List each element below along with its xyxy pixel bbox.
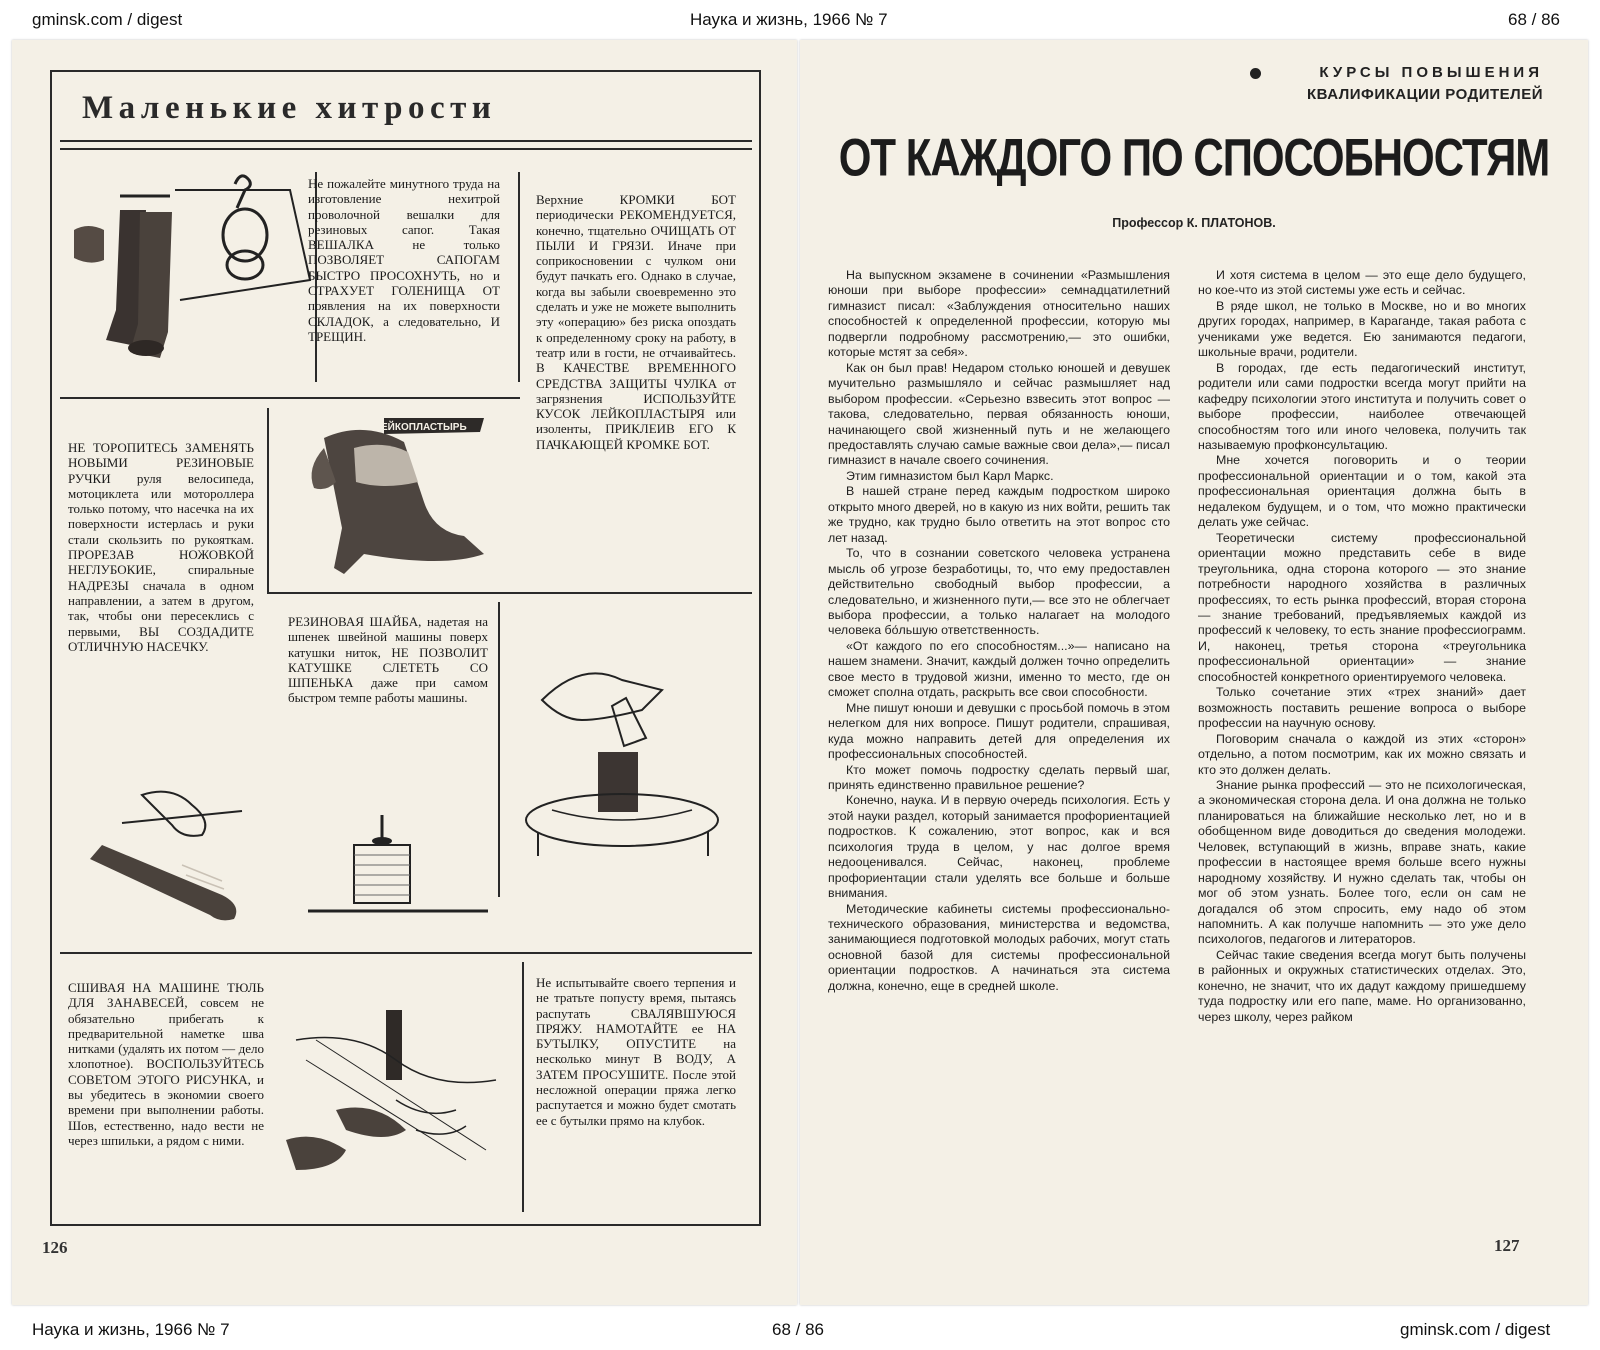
divider [267,408,269,593]
page-title: Маленькие хитрости [82,90,497,126]
divider [60,148,752,150]
yarn-bottle-illustration [512,660,742,860]
article-paragraph: Теоретически систему профессиональной ориентации можно представить себе в виде треугольника, одна сторона которого — это знание потребности народного хозяйства в различных профессиях, то есть рынка профессий, вторая сторона — знание требований, предъявляемых каждой из профессий к человеку, то есть знание профессиограмм. И, наконец, третья сторона «треугольника профессиональной ориентации» — знание способностей конкретного ориентируемого человека. [1198,530,1526,684]
page-number: 127 [1494,1236,1520,1255]
article-paragraph: Знание рынка профессий — это не психологическая, а экономическая сторона дела. И она должна не только планироваться на ближайшие несколько лет, но и в обобщенном виде доводиться до сведения молодежи. Человек, вступающий в жизнь, вправе знать, какие профессии в настоящее время больше всего нужны народному хозяйству. И нужно сделать так, чтобы он мог об этом узнать. Более того, если он сам не догадался об этом спросить, ему надо об этом напомнить. А как получше напомнить — это уже дело психологов, педагогов и литераторов. [1198,777,1526,947]
bullet-icon [1250,68,1261,79]
article-paragraph: Методические кабинеты системы профессионально-технического образования, министерства и ведомства, занимающиеся подготовкой молодых рабочих, могут стать основной базой для системы профессиональной ориентации подростков. А начинаться эта система должна, конечно, еще в средней школе. [828,901,1170,993]
thread-spool-illustration [308,815,488,935]
article-paragraph: В нашей стране перед каждым подростком широко открыто много дверей, но в какую из них войти, решить так же трудно, как трудно было ответить на этот вопрос сто лет назад. [828,484,1170,545]
text-column-1 [828,268,1170,994]
divider [522,962,524,1212]
left-page [12,40,797,1305]
article-paragraph: Мне пишут юноши и девушки с просьбой помочь в этом нелегком для них вопросе. Пишут родители, спрашивая, куда можно направить детей для определения их профессиональных способностей. [828,700,1170,762]
tip-boots-text: Не пожалейте минутного труда на изготовление нехитрой проволочной вешалки для резиновых сапог. Такая ВЕШАЛКА не только ПОЗВОЛЯЕТ САПОГАМ БЫСТРО ПРОСОХНУТЬ, но и СТРАХУЕТ ГОЛЕНИЩА ОТ появления на их поверхности СКЛАДОК, а следовательно, И ТРЕЩИН. [308,176,500,344]
page-number: 126 [42,1238,68,1257]
article-paragraph: Сейчас такие сведения всегда могут быть получены в районных и окружных статистических отделах. Это, конечно, не значит, что их дадут каждому пришедшему туда подростку или его папе, маме. Но организованно, через школу, через райком [1198,947,1526,1024]
right-page [800,40,1588,1305]
article-paragraph: Кто может помочь подростку сделать первый шаг, принять единственно правильное решение? [828,762,1170,792]
article-paragraph: Только сочетание этих «трех знаний» дает возможность поставить решение вопроса о выборе профессии на научную основу. [1198,685,1526,731]
article-paragraph: Мне хочется поговорить и о теории профессиональной ориентации и о том, какой эта профессиональная ориентация должна быть в недалеком будущем, и о том, что можно практически делать уже сейчас. [1198,453,1526,530]
divider [60,397,520,399]
header-title: Наука и жизнь, 1966 № 7 [690,10,888,29]
footer-page-counter: 68 / 86 [772,1320,824,1339]
article-paragraph: И хотя система в целом — это еще дело будущего, но кое-что из этой системы уже есть и сейчас. [1198,268,1526,298]
tip-yarn-text: Не испытывайте своего терпения и не тратьте попусту время, пытаясь распутать СВАЛЯВШУЮСЯ ПРЯЖУ. НАМОТАЙТЕ ее НА БУТЫЛКУ, ОПУСТИТЕ на несколько минут В ВОДУ, А ЗАТЕМ ПРОСУШИТЕ. После этой несложной операции пряжа легко распутается и можно будет смотать ее с бутылки прямо на клубок. [536,975,736,1128]
rubric-line-1: КУРСЫ ПОВЫШЕНИЯ [1319,64,1543,81]
article-paragraph: Конечно, наука. И в первую очередь психология. Есть у этой науки раздел, который занимается профориентацией подростков. К сожалению, этот вопрос, как и вся психология труда в целом, у нас долгое время недооценивался. Сейчас, наконец, проблеме профориентации стали уделять все больше и больше внимания. [828,793,1170,901]
article-paragraph: В городах, где есть педагогический институт, родители или сами подростки всегда могут прийти на кафедру психологии этого института и получить совет о выборе профессии, наиболее отвечающей способностям того или иного человека, получить так называемую профконсультацию. [1198,360,1526,452]
tip-galoshes-text: Верхние КРОМКИ БОТ периодически РЕКОМЕНДУЕТСЯ, конечно, тщательно ОЧИЩАТЬ ОТ ПЫЛИ И ГРЯЗИ. Иначе при соприкосновении с чулком они будут пачкать его. Однако в случае, когда вы забыли своевременно это сделать и уже не можете выполнить эту «операцию» без риска опоздать к определенному сроку на работу, в театр или в гости, не отчаивайтесь. В КАЧЕСТВЕ ВРЕМЕННОГО СРЕДСТВА ЗАЩИТЫ ЧУЛКА от загрязнения ИСПОЛЬЗУЙТЕ КУСОК ЛЕЙКОПЛАСТЫРЯ или изоленты, ПРИКЛЕИВ ЕГО К ПАЧКАЮЩЕЙ КРОМКЕ БОТ. [536,192,736,452]
footer-title: Наука и жизнь, 1966 № 7 [32,1320,230,1339]
boots-hanger-illustration [60,160,315,375]
galosh-plaster-illustration [284,418,509,583]
header-site: gminsk.com / digest [32,10,183,29]
divider [60,952,752,954]
divider [267,592,752,594]
article-paragraph: Этим гимназистом был Карл Маркс. [846,468,1054,483]
text-column-2 [1198,268,1526,1025]
article-paragraph: Как он был прав! Недаром столько юношей и девушек мучительно размышляло и сейчас размышляет над выбором профессии. «Серьезно взвесить этот вопрос — такова, следовательно, первая обязанность юноши, начинающего свой жизненный путь и не желающего предоставлять случаю самые важные свои дела»,— писал гимназист в начале своего сочинения. [828,360,1170,468]
divider [518,172,520,382]
footer-site: gminsk.com / digest [1400,1320,1551,1339]
rubric-line-2: КВАЛИФИКАЦИИ РОДИТЕЛЕЙ [1306,86,1543,103]
tip-tulle-text: СШИВАЯ НА МАШИНЕ ТЮЛЬ ДЛЯ ЗАНАВЕСЕЙ, совсем не обязательно прибегать к предварительной наметке шва нитками (удалять их потом — дело хлопотное). ВОСПОЛЬЗУЙТЕСЬ СОВЕТОМ ЭТОГО РИСУНКА, и вы убедитесь в экономии своего времени при выполнении работы. Шов, естественно, надо вести не через шпильки, а рядом с ними. [68,980,264,1148]
tip-handles-text: НЕ ТОРОПИТЕСЬ ЗАМЕНЯТЬ НОВЫМИ РЕЗИНОВЫЕ РУЧКИ руля велосипеда, мотоциклета или мотороллера только потому, что насечка на их поверхности истерлась и руки стали скользить по рукояткам. ПРОРЕЗАВ НОЖОВКОЙ НЕГЛУБОКИЕ, спиральные НАДРЕЗЫ сначала в одном направлении, а затем в другом, так, чтобы они пересеклись с первыми, ВЫ СОЗДАДИТЕ ОТЛИЧНУЮ НАСЕЧКУ. [68,440,254,654]
article-title: ОТ КАЖДОГО ПО СПОСОБНОСТЯМ [838,128,1550,187]
header-page-counter: 68 / 86 [1508,10,1560,29]
tip-washer-text: РЕЗИНОВАЯ ШАЙБА, надетая на шпенек швейной машины поверх катушки ниток, НЕ ПОЗВОЛИТ КАТУШКЕ СЛЕТЕТЬ СО ШПЕНЬКА даже при самом быстром темпе работы машины. [288,614,488,706]
article-author: Профессор К. ПЛАТОНОВ. [1112,216,1276,230]
article-paragraph: «От каждого по его способностям...»— написано на нашем знамени. Значит, каждый должен точно определить свое место в трудовой жизни, именно то место, где он сможет сполна отдать, раскрыть все свои способности. [828,638,1170,700]
title-underline [60,140,752,142]
article-paragraph: Поговорим сначала о каждой из этих «сторон» отдельно, а потом посмотрим, как их можно связать и кто это должен делать. [1198,731,1526,777]
divider [498,602,500,897]
sewing-tulle-illustration [276,1000,516,1200]
article-paragraph: В ряде школ, не только в Москве, но и во многих других городах, например, в Караганде, такая работа с учениками уже ведется. Ею занимаются педагоги, школьные врачи, родители. [1198,298,1526,360]
article-paragraph: То, что в сознании советского человека устранена мысль об угрозе безработицы, то, что ему предоставлен действительно свободный выбор профессии, а следовательно, и жизненного пути,— все это не облегчает выбора профессии, а только налагает на молодого человека бо́льшую ответственность. [828,546,1170,638]
article-paragraph: На выпускном экзамене в сочинении «Размышления юноши при выборе профессии» семнадцатилетний гимназист писал: «Заблуждения относительно наших способностей к определенной профессии, которую мы подвергли подробному рассмотрению,— это ошибки, которые мстят за себя». [828,268,1170,360]
handlebar-grip-illustration [82,775,262,925]
plaster-label: ЛЕЙКОПЛАСТЫРЬ [374,422,467,433]
